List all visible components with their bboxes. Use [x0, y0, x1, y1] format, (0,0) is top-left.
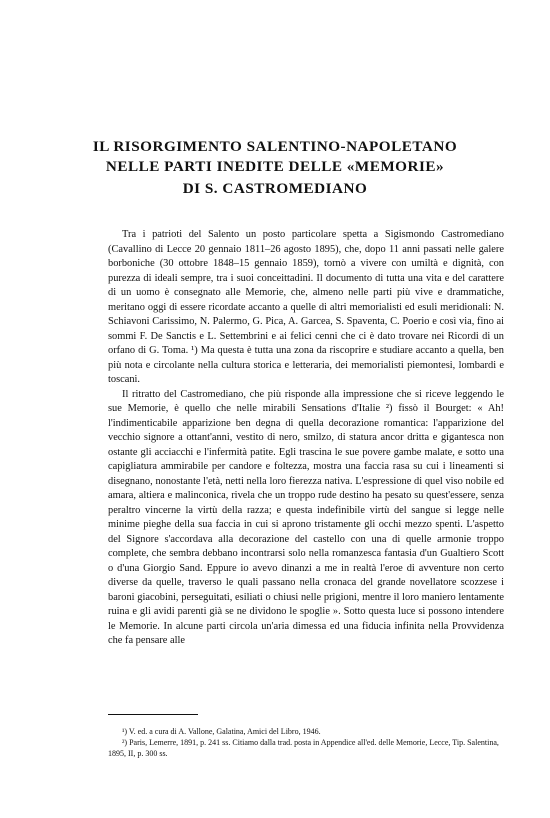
footnotes	[108, 726, 504, 759]
footnote-divider	[108, 714, 198, 715]
footnote-1: ¹) V. ed. a cura di A. Vallone, Galatina, Amici del Libro, 1946.	[122, 727, 321, 736]
title-line-2: NELLE PARTI INEDITE DELLE «MEMORIE»	[105, 158, 445, 175]
title-line-1: IL RISORGIMENTO SALENTINO-NAPOLETANO	[92, 138, 458, 155]
paragraph-2: Il ritratto del Castromediano, che più risponde alla impressione che si riceve leggendo le sue Memorie, è quello che nelle mirabili Sensations d'Italie ²) fissò il Bourget: « Ah! l'indimenticabile apparizione ben degna di quella decorazione romantica: l'apparizione del vecchio signore a ottant'anni, vestito di nero, smilzo, di statura ancor dritta e gigantesca non ostante gli acciacchi e l'infermità patite. Egli trascina le sue povere gambe malate, e sotto una capigliatura ammirabile per candore e foltezza, mostra una faccia rasa su cui i lineamenti si disegnano, nonostante l'età, netti nella loro fierezza nativa. L'espressione di quel viso nobile ed amara, altiera e malinconica, rivela che un troppo rude destino ha pesato su quest'essere, senza peraltro vincerne la virtù della razza; e questa indefinibile virtù del sangue si legge nelle minime pieghe della sua faccia in cui si aprono tristamente gli occhi mezzo spenti. L'aspetto del Signore s'accordava alla decorazione del castello con una di quelle armonie troppo complete, che sembra debbano incontrarsi solo nella romanzesca fantasia d'un Gualtiero Scott o d'una Giorgio Sand. Eppure io avevo dinanzi a me in realtà l'eroe di avventure non certo diverse da quelle, traverso le quali passano nella cronaca del grande novellatore scozzese i baroni giacobini, perseguitati, esiliati o chiusi nelle prigioni, mentre il loro maniero lentamente ruina e gli avidi parenti già se ne dividono le spoglie ». Sotto questa luce si possono intendere le Memorie. In alcune parti circola un'aria dimessa ed una fiducia infinita nella Provvidenza che fa pensare alle	[108, 388, 504, 646]
paragraph-1: Tra i patrioti del Salento un posto particolare spetta a Sigismondo Castromediano (Cavallino di Lecce 20 gennaio 1811–26 agosto 1895), che, dopo 11 anni passati nelle galere borboniche (30 ottobre 1848–15 gennaio 1859), tornò a vivere con umiltà e dignità, con purezza di ideali sempre, tra i suoi conceittadini. Il documento di tutta una vita e del carattere di un uomo è consegnato alle Memorie, che, almeno nelle parti più vive e drammatiche, meritano oggi di essere ricordate accanto a quelle di altri memorialisti ed esuli meridionali: N. Schiavoni Carissimo, N. Palermo, G. Pica, A. Garcea, S. Spaventa, C. Poerio e così via, fino ai sommi F. De Sanctis e L. Settembrini e ai felici cenni che ci è dato trovare nei Ricordi di un orfano di G. Toma. ¹) Ma questa è tutta una zona da riscoprire e studiare accanto a quella, ben più nota e circolante nella cultura storica e letteraria, dei memorialisti piemontesi, lombardi e toscani.	[108, 229, 504, 385]
body-text	[108, 228, 504, 649]
footnote-2: ²) Paris, Lemerre, 1891, p. 241 ss. Citiamo dalla trad. posta in Appendice all'ed. delle Memorie, Lecce, Tip. Salentina, 1895, II, p. 300 ss.	[108, 738, 499, 758]
title-line-3: DI S. CASTROMEDIANO	[182, 180, 368, 197]
